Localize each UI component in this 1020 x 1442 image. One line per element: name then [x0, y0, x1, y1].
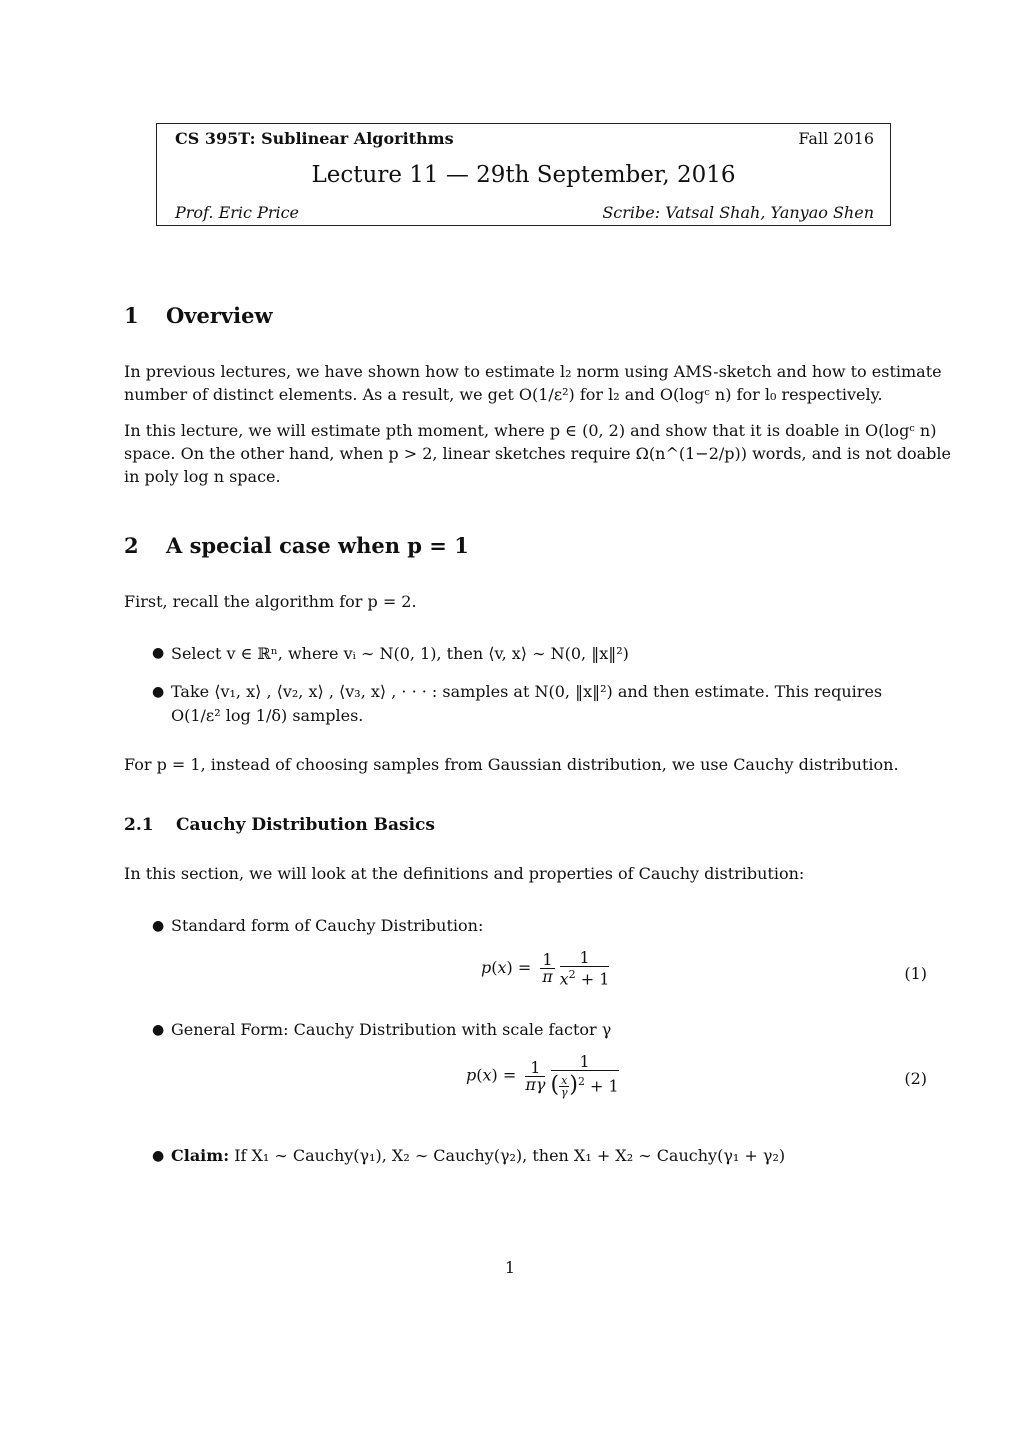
professor-name: Prof. Eric Price — [175, 203, 300, 222]
equation-1-label: (1) — [904, 964, 927, 983]
cauchy-claim — [171, 1144, 927, 1167]
overview-p2-line1: In this lecture, we will estimate pth moment, where p ∈ (0, 2) and show that it is doable in O(logᶜ n) — [124, 421, 937, 440]
subsection-2-1-heading — [124, 815, 435, 835]
overview-p2-line3: in poly log n space. — [124, 467, 281, 486]
section-2-bullet-2-line2: O(1/ε² log 1/δ) samples. — [171, 706, 364, 725]
equation-1: p(x) = $\frac{1}{\pi}$ $\frac{1}{x^2 + 1}$ — [481, 948, 610, 989]
subsection-2-1-number: 2.1 — [124, 815, 154, 835]
section-1-title: Overview — [166, 303, 273, 328]
bullet-marker: ● — [152, 1022, 165, 1038]
bullet-marker: ● — [152, 645, 165, 661]
overview-p1-line2: number of distinct elements. As a result, we get O(1/ε²) for l₂ and O(logᶜ n) for l₀ respectively. — [124, 385, 883, 404]
equation-2-label: (2) — [904, 1069, 927, 1088]
section-2-intro: First, recall the algorithm for p = 2. — [124, 592, 417, 611]
overview-p2-line2: space. On the other hand, when p > 2, linear sketches require Ω(n^(1−2/p)) words, and is not doable — [124, 444, 951, 463]
scribe-names: Scribe: Vatsal Shah, Yanyao Shen — [602, 203, 874, 222]
claim-label: Claim: — [171, 1146, 230, 1165]
cauchy-general-form-label: General Form: Cauchy Distribution with scale factor γ — [171, 1020, 612, 1039]
claim-text: If X₁ ∼ Cauchy(γ₁), X₂ ∼ Cauchy(γ₂), then X₁ + X₂ ∼ Cauchy(γ₁ + γ₂) — [234, 1146, 786, 1165]
lecture-title: Lecture 11 — 29th September, 2016 — [311, 162, 736, 188]
section-2-title: A special case when p = 1 — [166, 533, 469, 558]
cauchy-standard-form-label: Standard form of Cauchy Distribution: — [171, 916, 484, 935]
subsection-2-1-title: Cauchy Distribution Basics — [176, 815, 435, 835]
section-2-number: 2 — [124, 533, 139, 558]
section-2-closing: For p = 1, instead of choosing samples from Gaussian distribution, we use Cauchy distribution. — [124, 755, 899, 774]
bullet-marker: ● — [152, 684, 165, 700]
course-title: CS 395T: Sublinear Algorithms — [175, 129, 454, 148]
page-number: 1 — [504, 1258, 516, 1277]
term-label: Fall 2016 — [798, 129, 874, 148]
section-1-heading — [124, 303, 273, 328]
section-2-heading — [124, 533, 469, 558]
section-1-number: 1 — [124, 303, 139, 328]
lecture-header-box — [156, 123, 891, 226]
section-2-bullet-2-line1: Take ⟨v₁, x⟩ , ⟨v₂, x⟩ , ⟨v₃, x⟩ , · · · : samples at N(0, ‖x‖²) and then estimate. This requires — [171, 682, 883, 701]
section-2-bullet-1: Select v ∈ ℝⁿ, where vᵢ ∼ N(0, 1), then ⟨v, x⟩ ∼ N(0, ‖x‖²) — [171, 644, 629, 663]
overview-p1-line1: In previous lectures, we have shown how to estimate l₂ norm using AMS-sketch and how to estimate — [124, 362, 942, 381]
bullet-marker: ● — [152, 918, 165, 934]
equation-2: p(x) = $\frac{1}{\pi\gamma}$ 1 ( $\frac{x}{\gamma}$ )$^2$ + 1 — [466, 1052, 619, 1100]
bullet-marker: ● — [152, 1148, 165, 1164]
subsection-2-1-intro: In this section, we will look at the definitions and properties of Cauchy distribution: — [124, 864, 805, 883]
